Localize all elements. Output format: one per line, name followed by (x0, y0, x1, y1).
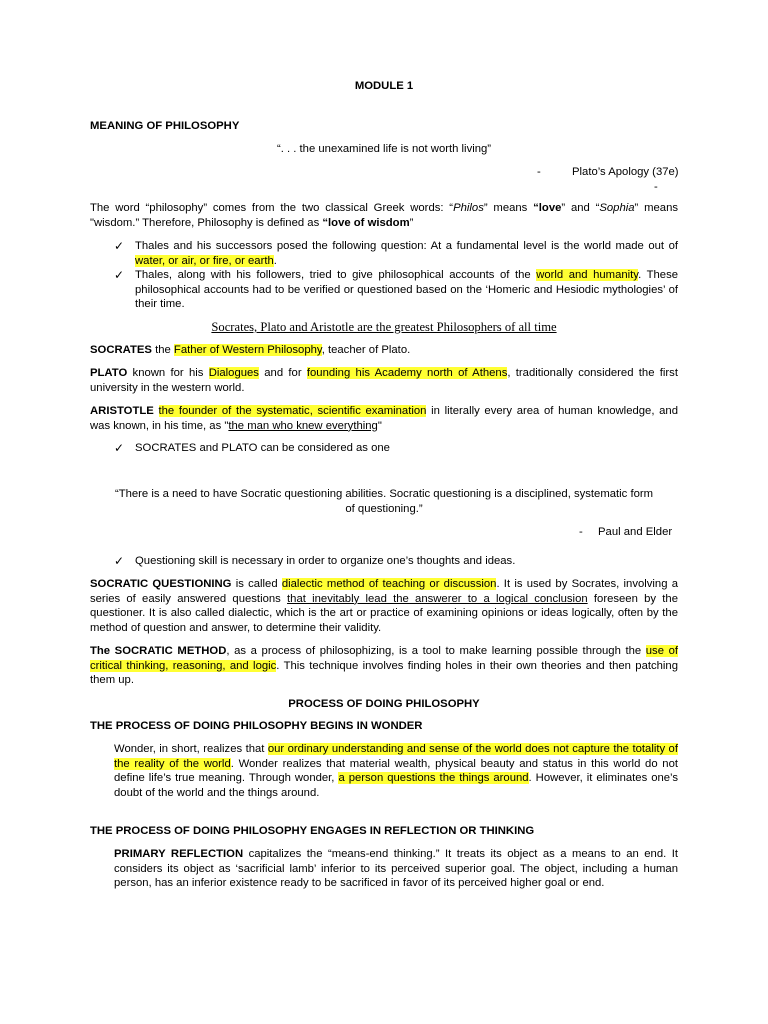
socratic-method-paragraph: The SOCRATIC METHOD, as a process of philosophizing, is a tool to make learning possible through the use of critical thinking, reasoning, and logic. This technique involves finding holes in their own theories and then patching them up. (90, 645, 678, 687)
checkmark-icon: ✓ (114, 239, 125, 253)
bullet-questioning-skill: Questioning skill is necessary in order to organize one’s thoughts and ideas. (135, 555, 516, 567)
checkmark-icon: ✓ (114, 554, 125, 568)
module-title: MODULE 1 (354, 80, 414, 92)
bullet-socrates-plato: SOCRATES and PLATO can be considered as one (135, 442, 390, 454)
aristotle-paragraph: ARISTOTLE the founder of the systematic, scientific examination in literally every area of human knowledge, and was known, in his time, as "the man who knew everything" (90, 405, 678, 432)
wonder-heading: THE PROCESS OF DOING PHILOSOPHY BEGINS IN WONDER (90, 720, 423, 732)
primary-reflection-paragraph: PRIMARY REFLECTION capitalizes the “means-end thinking.” It treats its object as a means to an end. It considers its object as ‘sacrificial lamb’ inferior to its perceived superior goal. The object, including a human person, has an inferior existence ready to be sacrificed in favor of its perceived higher goal or end. (114, 848, 678, 890)
quote-dash-2: - (654, 181, 658, 193)
quote-source: Plato’s Apology (37e) (572, 166, 679, 178)
plato-paragraph: PLATO known for his Dialogues and for founding his Academy north of Athens, traditionally considered the first university in the western world. (90, 367, 678, 394)
greatest-philosophers-heading: Socrates, Plato and Aristotle are the greatest Philosophers of all time (211, 320, 557, 334)
quote2-source: Paul and Elder (598, 526, 673, 538)
philosophy-definition: The word “philosophy” comes from the two classical Greek words: “Philos” means “love” and “Sophia” means "wisdom.” Therefore, Philosophy is defined as “love of wisdom” (90, 202, 679, 229)
wonder-paragraph: Wonder, in short, realizes that our ordinary understanding and sense of the world does not capture the totality of the reality of the world. Wonder realizes that material wealth, physical beauty and status in this world do not define life’s true meaning. Through wonder, a person questions the things around. However, it eliminates one’s doubt of the world and the things around. (114, 743, 679, 799)
bullet-thales-accounts: Thales, along with his followers, tried to give philosophical accounts of the world and humanity. These philosophical accounts had to be verified or questioned based on the ‘Homeric and Hesiodic mythologies’ of their time. (135, 269, 678, 311)
socratic-quote: “There is a need to have Socratic questioning abilities. Socratic questioning is a disciplined, systematic form of questioning.” (114, 488, 654, 515)
socrates-paragraph: SOCRATES the Father of Western Philosophy, teacher of Plato. (90, 344, 411, 356)
opening-quote: “. . . the unexamined life is not worth living” (276, 143, 492, 155)
bullet-thales-question: Thales and his successors posed the following question: At a fundamental level is the world made out of water, or air, or fire, or earth. (135, 240, 678, 267)
meaning-heading: MEANING OF PHILOSOPHY (90, 120, 240, 132)
quote2-dash: - (579, 526, 583, 538)
quote-dash: - (537, 166, 541, 178)
checkmark-icon: ✓ (114, 441, 125, 455)
reflection-heading: THE PROCESS OF DOING PHILOSOPHY ENGAGES IN REFLECTION OR THINKING (90, 825, 535, 837)
checkmark-icon: ✓ (114, 268, 125, 282)
process-heading: PROCESS OF DOING PHILOSOPHY (288, 698, 480, 710)
socratic-questioning-paragraph: SOCRATIC QUESTIONING is called dialectic method of teaching or discussion. It is used by Socrates, involving a series of easily answered questions that inevitably lead the answerer to a logical conclusion foreseen by the questioner. It is also called dialectic, which is the art or practice of examining opinions or ideas logically, often by the method of question and answer, to determine their validity. (90, 578, 679, 634)
